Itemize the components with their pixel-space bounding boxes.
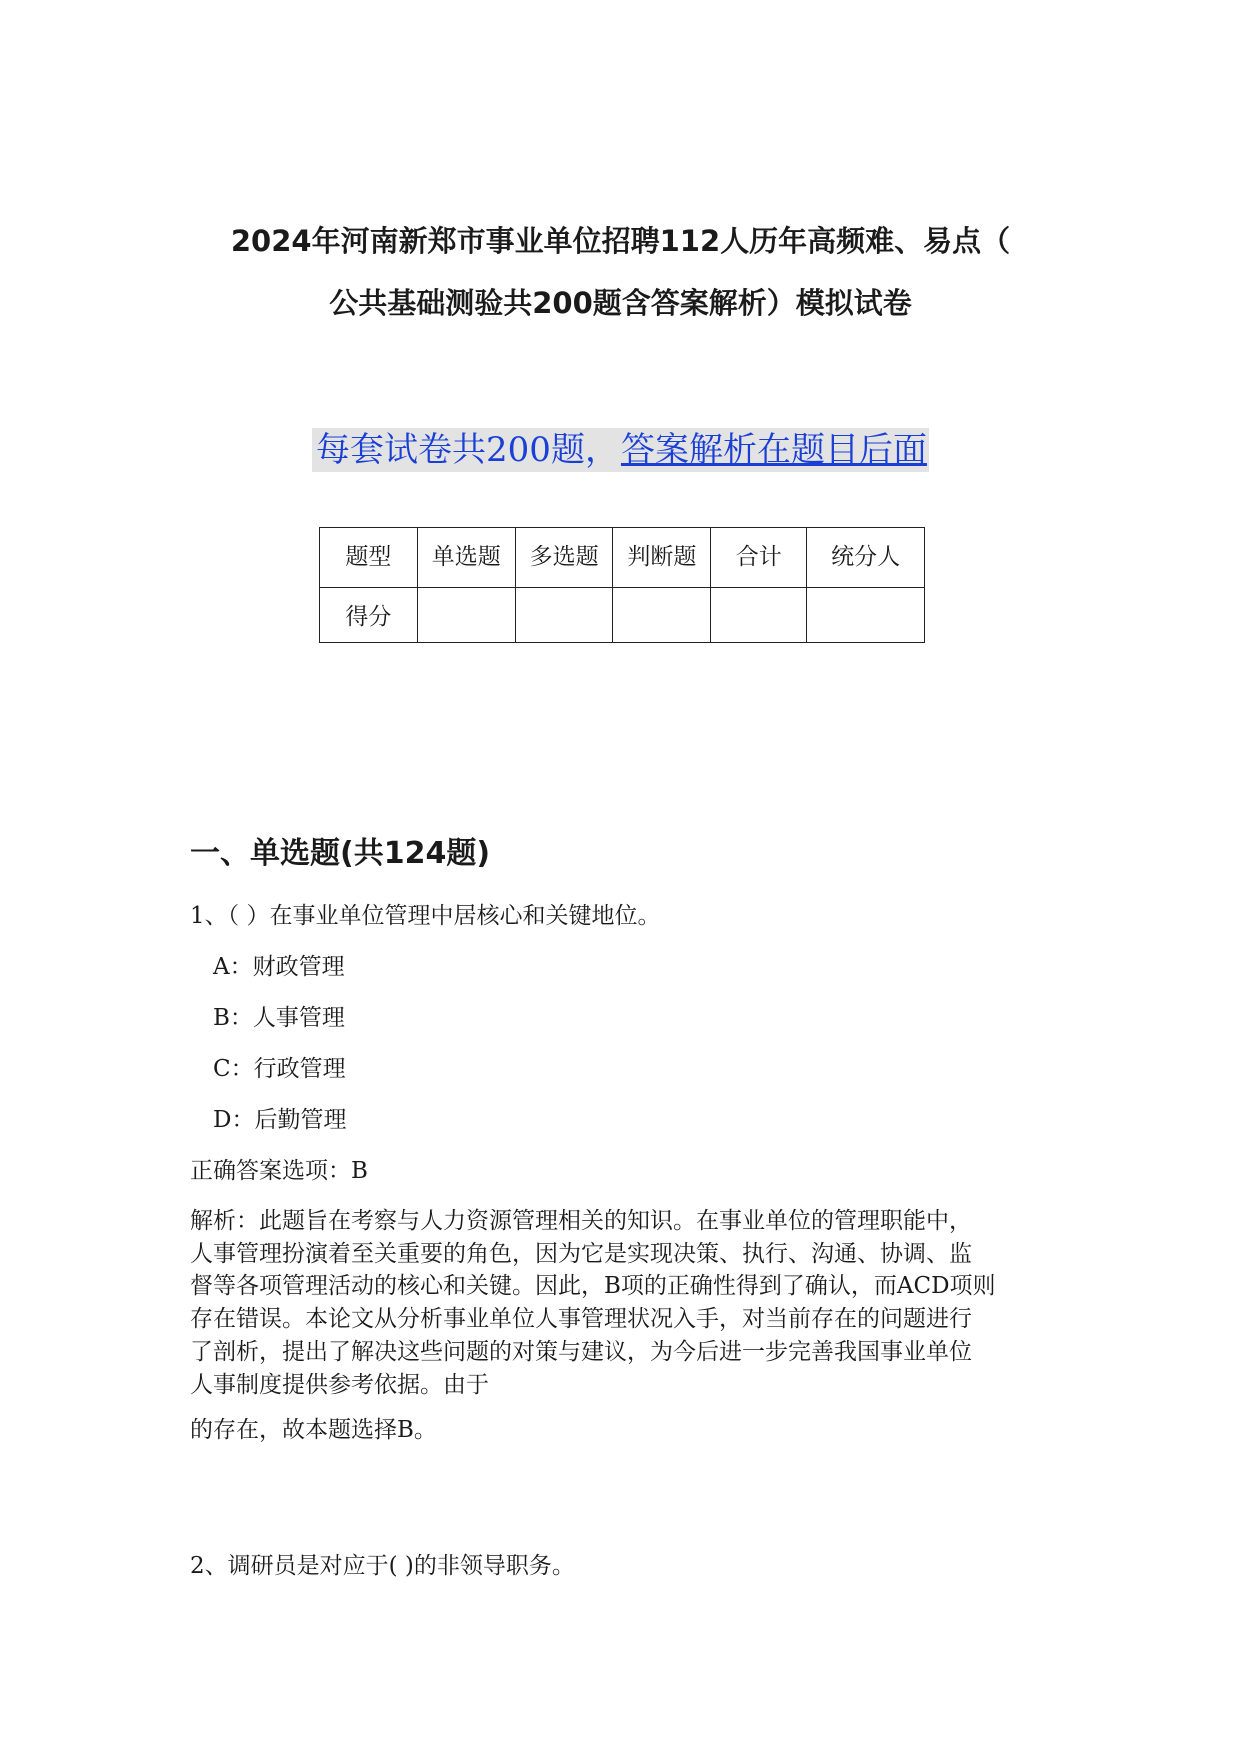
question-1-option-a: A：财政管理 [213,954,345,980]
analysis-line: 人事制度提供参考依据。由于 [190,1371,489,1398]
score-cell[interactable] [417,588,515,643]
score-cell[interactable] [807,588,925,643]
score-table-score-row [320,588,925,643]
question-1-option-c: C：行政管理 [213,1056,346,1082]
score-row-label: 得分 [320,588,418,643]
banner-text [312,428,929,472]
banner [0,428,1241,472]
question-1-analysis-end: 的存在，故本题选择B。 [190,1417,437,1443]
header-cell: 题型 [320,528,418,588]
analysis-line: 了剖析，提出了解决这些问题的对策与建议，为今后进一步完善我国事业单位 [190,1338,972,1365]
header-cell: 判断题 [613,528,711,588]
header-cell: 统分人 [807,528,925,588]
header-cell: 多选题 [515,528,613,588]
question-1-analysis [190,1205,1060,1401]
analysis-line: 督等各项管理活动的核心和关键。因此，B项的正确性得到了确认，而ACD项则 [190,1273,996,1300]
banner-part-2-link[interactable]: 答案解析在题目后面 [620,430,927,470]
analysis-line: 解析：此题旨在考察与人力资源管理相关的知识。在事业单位的管理职能中， [190,1208,972,1234]
document-title [150,210,1091,334]
title-line-2: 公共基础测验共200题含答案解析）模拟试卷 [329,286,912,320]
question-1-stem: 1、（ ）在事业单位管理中居核心和关键地位。 [190,903,661,929]
analysis-line: 存在错误。本论文从分析事业单位人事管理状况入手，对当前存在的问题进行 [190,1306,972,1333]
score-cell[interactable] [613,588,711,643]
score-cell[interactable] [515,588,613,643]
header-cell: 单选题 [417,528,515,588]
section-heading: 一、单选题(共124题) [190,836,491,871]
score-table [319,527,925,643]
banner-part-1: 每套试卷共200题， [316,430,619,470]
question-1-option-d: D：后勤管理 [213,1107,347,1133]
analysis-line: 人事管理扮演着至关重要的角色，因为它是实现决策、执行、沟通、协调、监 [190,1240,972,1267]
question-1-option-b: B：人事管理 [213,1005,345,1031]
header-cell: 合计 [711,528,807,588]
score-table-header-row [320,528,925,588]
score-cell[interactable] [711,588,807,643]
question-1-answer: 正确答案选项：B [190,1158,368,1184]
question-2-stem: 2、调研员是对应于( )的非领导职务。 [190,1553,575,1579]
title-line-1: 2024年河南新郑市事业单位招聘112人历年高频难、易点（ [230,224,1011,258]
